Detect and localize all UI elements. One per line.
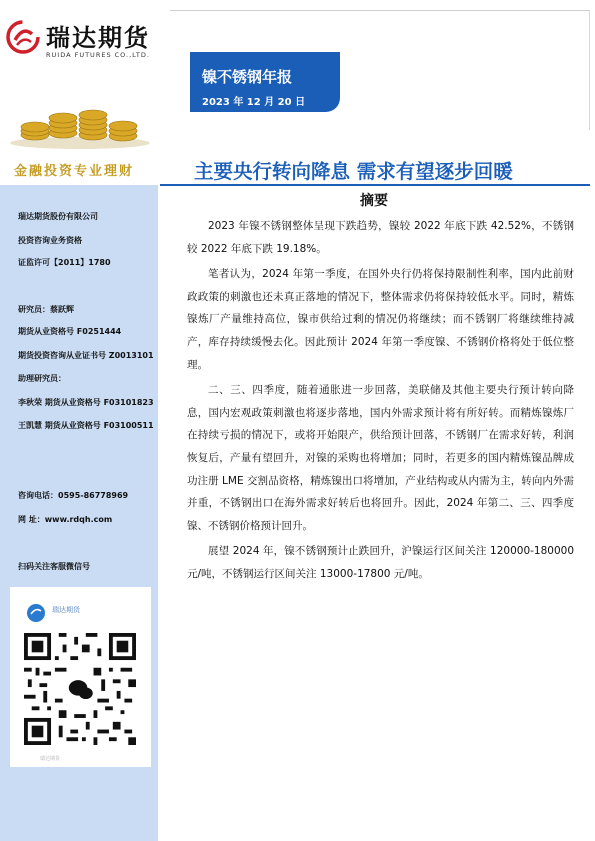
slogan: 金融投资专业理财 <box>14 164 135 179</box>
ruida-logo-icon <box>6 20 40 54</box>
abstract-paragraph: 二、三、四季度，随着通胀进一步回落，美联储及其他主要央行预计转向降息，国内宏观政策刺激也将逐步落地，国内外需求预计将有所好转。而精炼镍炼厂在持续亏损的情况下，或将开始限产，供给预计回落，不锈钢厂在需求好转，利润恢复后，产量有望回升，对镍的采购也将增加；同时，若更多的国内精炼镍品牌成功注册 LME 交割品资格，精炼镍出口将增加，产业结构或从内需为主，转向内外需并重，不锈钢出口在海外需求好转后也将回升。因此，2024 年第二、三、四季度镍、不锈钢价格预计回升。 <box>187 384 574 532</box>
abstract-paragraph: 展望 2024 年，镍不锈钢预计止跌回升，沪镍运行区间关注 120000-180000 元/吨，不锈钢运行区间关注 13000-17800 元/吨。 <box>187 545 574 580</box>
top-divider <box>170 10 590 11</box>
license: 证监许可【2011】1780 <box>18 258 111 267</box>
assistant-heading: 助理研究员： <box>18 374 66 383</box>
qr-code-icon[interactable] <box>24 633 136 745</box>
report-date: 2023 年 12 月 20 日 <box>202 97 306 108</box>
researcher-cert-no: 期货投资咨询从业证书号 Z0013101 <box>18 351 154 360</box>
ruida-small-logo-icon <box>26 603 46 623</box>
brand-name-en: RUIDA FUTURES CO.,LTD. <box>46 51 150 59</box>
assistant-2: 王凯慧 期货从业资格号 F03100511 <box>18 421 154 430</box>
abstract-paragraph: 2023 年镍不锈钢整体呈现下跌趋势，镍较 2022 年底下跌 42.52%，不锈钢较 2022 年底下跌 19.18%。 <box>187 220 574 255</box>
abstract-paragraph: 笔者认为，2024 年第一季度，在国外央行仍将保持限制性利率，国内此前财政政策的刺激也还未真正落地的情况下，整体需求仍将保持较低水平。同时，精炼镍炼厂产量维持高位，镍市供给过剩的情况仍将继续；而不锈钢厂将继续维持减产，库存持续缓慢去化。因此预计 2024 年第一季度镍、不锈钢价格将处于低位整理。 <box>187 268 574 371</box>
right-divider <box>589 10 590 130</box>
gold-coins-image <box>5 105 155 150</box>
qr-account-name: 瑞达期货 <box>52 606 80 614</box>
headline-divider <box>160 184 590 186</box>
qualification: 投资咨询业务资格 <box>18 236 82 245</box>
website: 网 址：www.rdqh.com <box>18 515 113 524</box>
qr-prompt: 扫码关注客服微信号 <box>18 562 90 571</box>
researcher-qual-no: 期货从业资格号 F0251444 <box>18 327 122 336</box>
abstract-body <box>187 215 574 589</box>
assistant-1: 李秋荣 期货从业资格号 F03101823 <box>18 398 154 407</box>
contact-phone: 咨询电话：0595-86778969 <box>18 491 129 500</box>
report-headline: 主要央行转向降息 需求有望逐步回暖 <box>194 160 513 183</box>
qr-card <box>10 587 151 767</box>
brand-name-cn: 瑞达期货 <box>46 24 150 52</box>
abstract-heading: 摘要 <box>360 193 388 209</box>
report-title: 镍不锈钢年报 <box>202 68 293 86</box>
company-name: 瑞达期货股份有限公司 <box>18 212 98 221</box>
researcher: 研究员：蔡跃辉 <box>18 305 74 314</box>
qr-footer: 瑞达期货 <box>40 756 61 762</box>
report-title-box <box>190 52 340 112</box>
